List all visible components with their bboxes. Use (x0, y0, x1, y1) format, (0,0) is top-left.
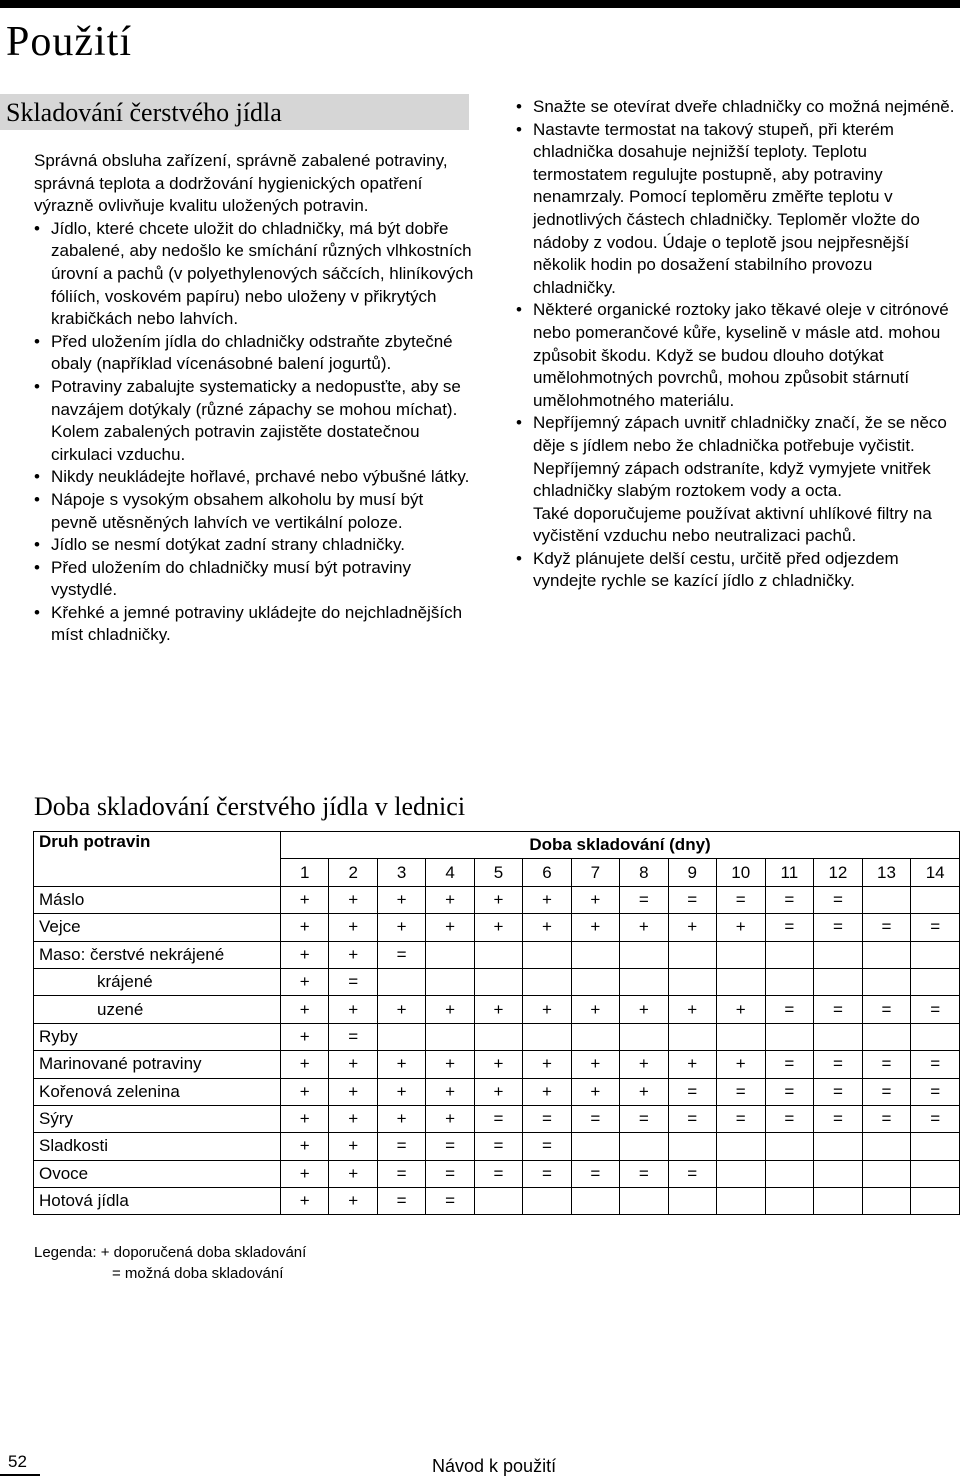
storage-cell: + (523, 914, 571, 941)
right-column (516, 96, 956, 593)
storage-cell: = (765, 996, 814, 1023)
day-number: 14 (911, 859, 960, 886)
storage-cell (523, 1188, 571, 1215)
storage-cell: = (329, 1023, 377, 1050)
storage-cell (668, 1023, 716, 1050)
storage-cell: + (523, 996, 571, 1023)
storage-cell (474, 968, 522, 995)
list-item-text: Nepříjemný zápach uvnitř chladničky značí, že se něco děje s jídlem nebo že chladnička potřebuje vyčistit. Nepříjemný zápach odstraníte, když vymyjete vnitřek chladničky slabým roztokem vody a octa. (533, 413, 947, 501)
list-item: • Jídlo se nesmí dotýkat zadní strany chladničky. (34, 534, 474, 557)
list-item: • Potraviny zabalujte systematicky a nedopusťte, aby se navzájem dotýkaly (různé zápachy se mohou míchat). Kolem zabalených potravin zajistěte dostatečnou cirkulaci vzduchu. (34, 376, 474, 466)
storage-cell: + (571, 996, 619, 1023)
storage-cell: = (620, 886, 668, 913)
table-row (34, 996, 960, 1023)
storage-cell: + (329, 1160, 377, 1187)
legend-line-possible: = možná doba skladování (112, 1265, 284, 1282)
storage-cell (716, 1160, 765, 1187)
storage-cell (523, 968, 571, 995)
storage-cell: = (765, 1105, 814, 1132)
storage-cell: = (377, 1188, 425, 1215)
list-item-text: Když plánujete delší cestu, určitě před odjezdem vyndejte rychle se kazící jídlo z chladničky. (533, 548, 899, 591)
day-number: 1 (281, 859, 329, 886)
storage-cell: = (911, 1078, 960, 1105)
column-header-days: Doba skladování (dny) (281, 832, 960, 859)
storage-cell: + (329, 1051, 377, 1078)
storage-cell: + (620, 996, 668, 1023)
storage-cell: = (911, 1105, 960, 1132)
list-item: • Nikdy neukládejte hořlavé, prchavé nebo výbušné látky. (34, 466, 474, 489)
right-bullet-list (516, 96, 956, 593)
storage-cell (765, 1023, 814, 1050)
storage-cell (814, 1188, 863, 1215)
list-item (516, 299, 956, 412)
storage-cell: = (814, 996, 863, 1023)
table-row (34, 1051, 960, 1078)
storage-cell: + (281, 1133, 329, 1160)
storage-cell: = (329, 968, 377, 995)
storage-cell (571, 1133, 619, 1160)
day-number: 6 (523, 859, 571, 886)
storage-cell (474, 1023, 522, 1050)
storage-cell (474, 941, 522, 968)
list-item: • Nápoje s vysokým obsahem alkoholu by musí být pevně utěsněných lahvích ve vertikální poloze. (34, 489, 474, 534)
storage-cell (571, 968, 619, 995)
day-number: 8 (620, 859, 668, 886)
storage-cell: = (668, 1078, 716, 1105)
storage-cell: = (426, 1188, 474, 1215)
storage-cell: + (281, 1160, 329, 1187)
storage-cell (765, 941, 814, 968)
storage-cell: = (716, 1105, 765, 1132)
table-heading: Doba skladování čerstvého jídla v lednici (34, 792, 466, 821)
storage-cell: = (716, 1078, 765, 1105)
legend-line-recommended: Legenda: + doporučená doba skladování (34, 1244, 307, 1261)
storage-cell: + (571, 914, 619, 941)
table-row (34, 914, 960, 941)
storage-cell (765, 1133, 814, 1160)
storage-cell: + (281, 996, 329, 1023)
storage-cell (862, 1133, 911, 1160)
food-name: Ovoce (34, 1160, 281, 1187)
storage-cell: + (377, 886, 425, 913)
table-header-row (34, 832, 960, 859)
day-number: 7 (571, 859, 619, 886)
storage-cell: + (377, 1051, 425, 1078)
storage-cell: + (620, 1051, 668, 1078)
day-number: 4 (426, 859, 474, 886)
storage-cell (765, 1160, 814, 1187)
storage-cell (814, 1023, 863, 1050)
storage-cell: = (523, 1105, 571, 1132)
storage-cell: + (716, 914, 765, 941)
storage-cell: = (426, 1133, 474, 1160)
storage-cell: + (716, 996, 765, 1023)
storage-cell: = (814, 886, 863, 913)
storage-cell (862, 941, 911, 968)
list-item-text: Některé organické roztoky jako těkavé oleje v citrónové nebo pomerančové kůře, kyselině v másle atd. mohou způsobit škodu. Když se budou dlouho dotýkat umělohmotných povrchů, mohou způsobit stárnutí umělohmotného materiálu. (533, 300, 949, 410)
storage-cell: + (377, 1105, 425, 1132)
storage-cell: + (281, 886, 329, 913)
storage-cell (474, 1188, 522, 1215)
storage-cell (523, 1023, 571, 1050)
storage-cell: + (377, 914, 425, 941)
storage-cell (911, 1160, 960, 1187)
storage-cell (571, 1023, 619, 1050)
section-title: Skladování čerstvého jídla (6, 98, 282, 127)
storage-cell: + (474, 886, 522, 913)
storage-cell (862, 1160, 911, 1187)
storage-cell: = (862, 1105, 911, 1132)
storage-cell: + (426, 914, 474, 941)
storage-cell (911, 1188, 960, 1215)
storage-cell: + (281, 941, 329, 968)
storage-cell: + (426, 996, 474, 1023)
storage-cell (620, 941, 668, 968)
storage-cell (571, 1188, 619, 1215)
food-name: Kořenová zelenina (34, 1078, 281, 1105)
food-name: Maso: čerstvé nekrájené (34, 941, 281, 968)
list-item (516, 412, 956, 548)
storage-cell: + (377, 1078, 425, 1105)
storage-cell: + (571, 1051, 619, 1078)
food-name: Sladkosti (34, 1133, 281, 1160)
storage-cell (523, 941, 571, 968)
storage-cell: = (377, 1160, 425, 1187)
food-name: Marinované potraviny (34, 1051, 281, 1078)
table-row (34, 941, 960, 968)
storage-cell: = (620, 1160, 668, 1187)
food-name: Hotová jídla (34, 1188, 281, 1215)
storage-cell: + (281, 1078, 329, 1105)
storage-cell (377, 1023, 425, 1050)
table-row (34, 1078, 960, 1105)
storage-cell: + (329, 886, 377, 913)
storage-cell: = (474, 1160, 522, 1187)
storage-cell (911, 941, 960, 968)
storage-cell: + (329, 914, 377, 941)
storage-cell: + (474, 996, 522, 1023)
storage-cell: + (474, 914, 522, 941)
storage-cell (620, 1133, 668, 1160)
day-number: 9 (668, 859, 716, 886)
food-name: uzené (34, 996, 281, 1023)
page-title: Použití (6, 19, 133, 65)
day-number: 2 (329, 859, 377, 886)
storage-cell: = (814, 1051, 863, 1078)
storage-cell: + (426, 886, 474, 913)
storage-cell: = (716, 886, 765, 913)
list-item-text: Nastavte termostat na takový stupeň, při kterém chladnička dosahuje nejnižší teploty. Teplotu termostatem regulujte postupně, aby potraviny nenamrzaly. Pomocí teploměru změřte teplotu v jednotlivých částech chladničky. Teploměr vložte do nádoby z vodou. Údaje o teplotě jsou nejpřesnější několik hodin po dosažení stabilního provozu chladničky. (533, 119, 920, 297)
storage-cell: = (426, 1160, 474, 1187)
storage-cell (426, 1023, 474, 1050)
storage-cell (716, 941, 765, 968)
table-row (34, 1160, 960, 1187)
table-row (34, 968, 960, 995)
page-number: 52 (8, 1452, 27, 1471)
storage-cell: = (765, 886, 814, 913)
storage-cell: + (474, 1078, 522, 1105)
storage-cell: = (474, 1105, 522, 1132)
storage-cell: + (329, 941, 377, 968)
storage-cell: + (329, 1133, 377, 1160)
storage-cell (716, 968, 765, 995)
storage-cell: + (474, 1051, 522, 1078)
storage-cell: + (377, 996, 425, 1023)
storage-cell (426, 941, 474, 968)
storage-cell: + (668, 914, 716, 941)
list-item (516, 548, 956, 593)
storage-cell (571, 941, 619, 968)
storage-cell: = (668, 886, 716, 913)
storage-cell (911, 1133, 960, 1160)
intro-paragraph: Správná obsluha zařízení, správně zabalené potraviny, správná teplota a dodržování hygienických opatření výrazně ovlivňuje kvalitu uložených potravin. (34, 151, 448, 216)
storage-cell (668, 1133, 716, 1160)
storage-cell: + (281, 1188, 329, 1215)
storage-cell: + (329, 996, 377, 1023)
storage-cell: + (523, 886, 571, 913)
storage-cell (716, 1188, 765, 1215)
day-number: 12 (814, 859, 863, 886)
storage-cell: + (620, 914, 668, 941)
storage-cell: = (911, 914, 960, 941)
storage-cell: + (281, 1105, 329, 1132)
storage-cell (911, 968, 960, 995)
left-bullet-list (34, 218, 474, 647)
storage-cell: = (765, 1078, 814, 1105)
table-row (34, 1105, 960, 1132)
day-number: 13 (862, 859, 911, 886)
left-column (34, 150, 474, 647)
storage-cell (911, 886, 960, 913)
storage-cell: + (668, 1051, 716, 1078)
legend (34, 1242, 306, 1284)
top-rule (0, 0, 960, 8)
storage-cell (716, 1023, 765, 1050)
storage-cell: = (814, 914, 863, 941)
storage-cell: = (668, 1105, 716, 1132)
storage-cell: + (620, 1078, 668, 1105)
list-item: • Před uložením do chladničky musí být potraviny vystydlé. (34, 557, 474, 602)
storage-cell: + (281, 914, 329, 941)
storage-cell: = (377, 941, 425, 968)
storage-cell (620, 968, 668, 995)
storage-cell: + (523, 1051, 571, 1078)
storage-cell (862, 1188, 911, 1215)
storage-table (33, 831, 960, 1215)
storage-cell: = (571, 1105, 619, 1132)
list-item: • Jídlo, které chcete uložit do chladničky, má být dobře zabalené, aby nedošlo ke smíchání různých vlhkostních úrovní a pachů (v polyethylenových sáčcích, hliníkových fóliích, voskovém papíru) nebo uloženy v přikrytých krabičkách nebo lahvích. (34, 218, 474, 331)
storage-cell: + (571, 886, 619, 913)
storage-cell (620, 1023, 668, 1050)
storage-cell (668, 1188, 716, 1215)
storage-table-body (34, 832, 960, 1215)
storage-cell: = (765, 914, 814, 941)
storage-cell: + (281, 1023, 329, 1050)
day-number: 3 (377, 859, 425, 886)
storage-cell: + (281, 968, 329, 995)
storage-cell: = (911, 1051, 960, 1078)
list-item-extra-text: Také doporučujeme používat aktivní uhlíkové filtry na vyčistění vzduchu nebo neutralizaci pachů. (533, 503, 932, 546)
food-name: Ryby (34, 1023, 281, 1050)
storage-cell: + (426, 1105, 474, 1132)
storage-cell (426, 968, 474, 995)
food-name: Máslo (34, 886, 281, 913)
storage-cell: + (329, 1188, 377, 1215)
storage-cell: + (523, 1078, 571, 1105)
storage-cell (814, 941, 863, 968)
storage-cell: = (523, 1133, 571, 1160)
storage-cell: = (862, 1051, 911, 1078)
storage-cell: + (571, 1078, 619, 1105)
storage-cell (814, 1160, 863, 1187)
storage-cell: = (474, 1133, 522, 1160)
table-row (34, 886, 960, 913)
table-row (34, 1188, 960, 1215)
table-row (34, 1023, 960, 1050)
storage-cell (668, 941, 716, 968)
storage-cell (814, 1133, 863, 1160)
storage-cell (668, 968, 716, 995)
footer-title: Návod k použití (432, 1456, 557, 1476)
storage-cell (765, 968, 814, 995)
storage-cell (862, 968, 911, 995)
storage-cell (765, 1188, 814, 1215)
footer-rule (0, 1474, 40, 1476)
storage-cell: + (281, 1051, 329, 1078)
list-item (516, 119, 956, 300)
storage-cell (862, 886, 911, 913)
list-item-text: Snažte se otevírat dveře chladničky co možná nejméně. (533, 97, 955, 116)
food-name: krájené (34, 968, 281, 995)
storage-cell: + (329, 1105, 377, 1132)
storage-cell (862, 1023, 911, 1050)
storage-cell: = (571, 1160, 619, 1187)
storage-cell: = (668, 1160, 716, 1187)
list-item: • Před uložením jídla do chladničky odstraňte zbytečné obaly (například vícenásobné balení jogurtů). (34, 331, 474, 376)
storage-cell: = (377, 1133, 425, 1160)
storage-cell: + (426, 1078, 474, 1105)
storage-cell: + (426, 1051, 474, 1078)
storage-cell: = (765, 1051, 814, 1078)
food-name: Sýry (34, 1105, 281, 1132)
list-item (516, 96, 956, 119)
day-number: 5 (474, 859, 522, 886)
storage-cell: + (329, 1078, 377, 1105)
food-name: Vejce (34, 914, 281, 941)
day-number: 11 (765, 859, 814, 886)
storage-cell (620, 1188, 668, 1215)
storage-cell (716, 1133, 765, 1160)
day-number: 10 (716, 859, 765, 886)
table-row (34, 1133, 960, 1160)
storage-cell (814, 968, 863, 995)
storage-cell: + (668, 996, 716, 1023)
storage-cell (377, 968, 425, 995)
storage-cell: = (620, 1105, 668, 1132)
storage-cell: = (523, 1160, 571, 1187)
storage-cell: = (911, 996, 960, 1023)
storage-cell: = (862, 914, 911, 941)
storage-cell: = (862, 1078, 911, 1105)
storage-cell: = (814, 1105, 863, 1132)
storage-cell: + (716, 1051, 765, 1078)
storage-cell (911, 1023, 960, 1050)
storage-cell: = (862, 996, 911, 1023)
storage-cell: = (814, 1078, 863, 1105)
list-item: • Křehké a jemné potraviny ukládejte do nejchladnějších míst chladničky. (34, 602, 474, 647)
column-header-food: Druh potravin (34, 832, 281, 887)
